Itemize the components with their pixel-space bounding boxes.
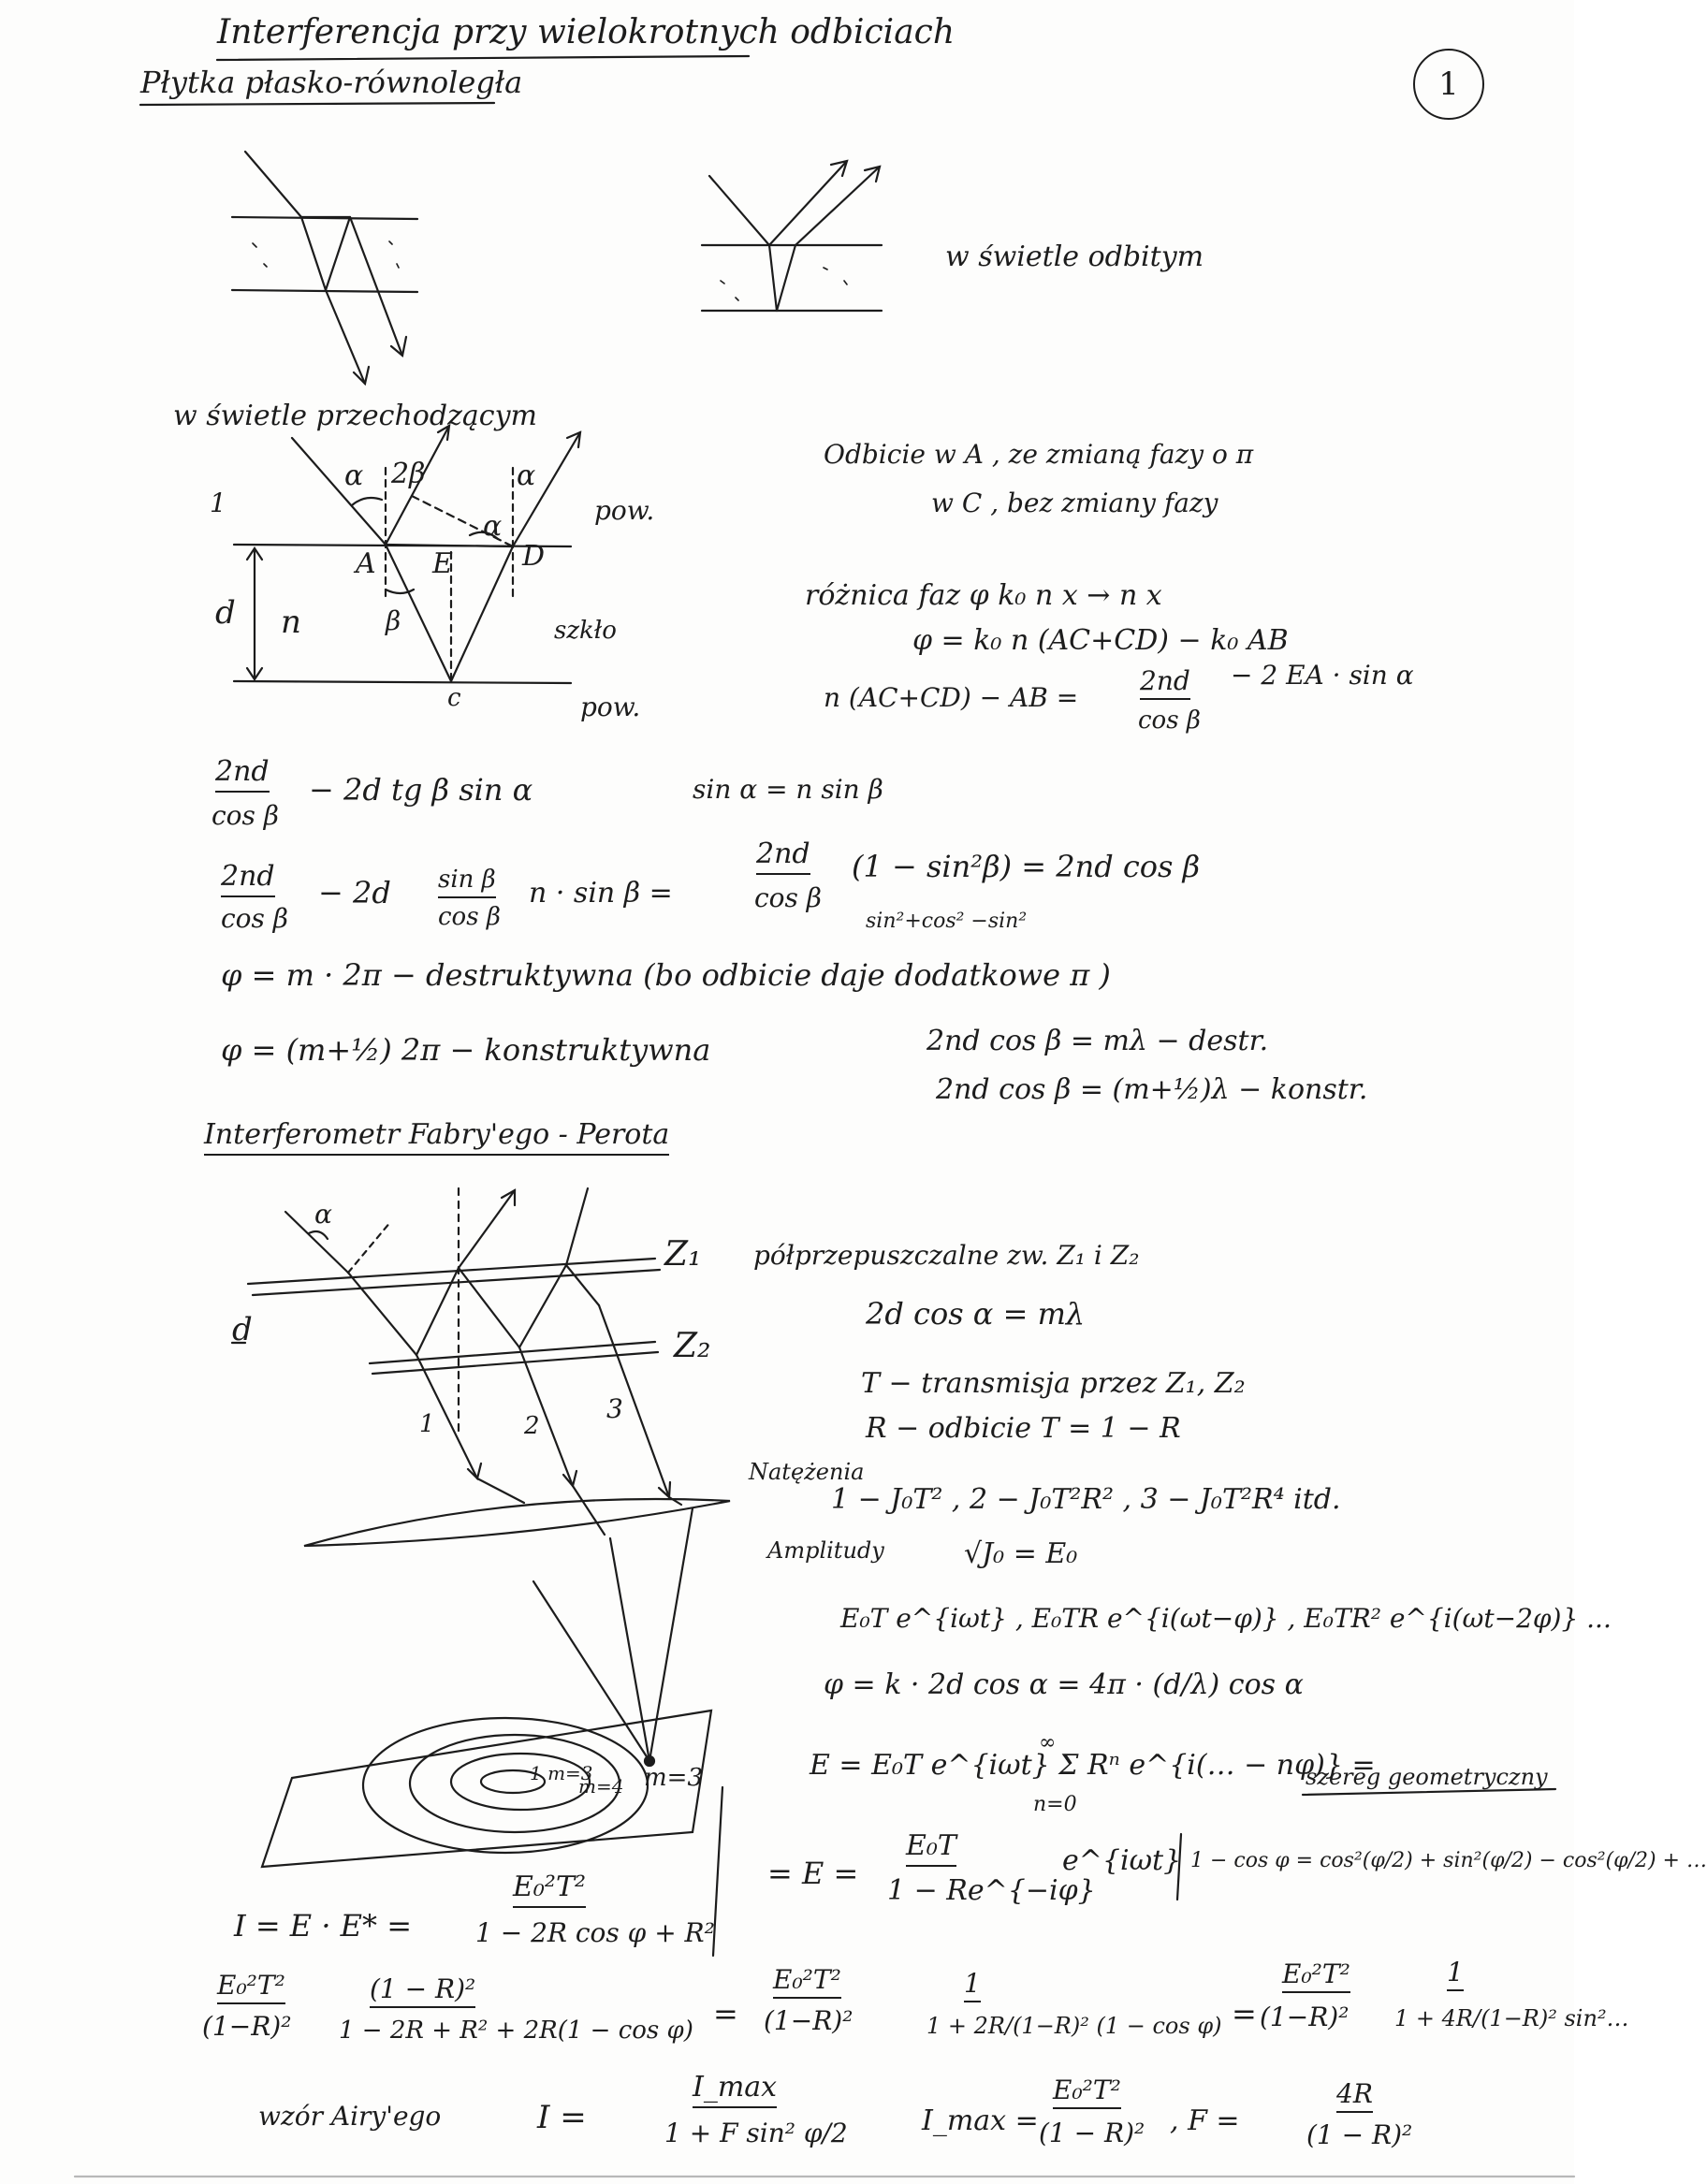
glass-label: szkło xyxy=(554,617,617,645)
alpha-label-2: α xyxy=(517,459,536,492)
reflection-c-note: w C , bez zmiany fazy xyxy=(931,488,1218,518)
path-equation-right: − 2 EA · sin α xyxy=(1231,660,1414,691)
destructive-path-condition: 2nd cos β = mλ − destr. xyxy=(926,1025,1269,1057)
ray-3-label: 3 xyxy=(606,1393,623,1424)
ring-label-m3-inner: 1 m=3 xyxy=(530,1762,593,1784)
surface-label-top: pow. xyxy=(594,495,655,526)
transmission-definition: T − transmisja przez Z₁, Z₂ xyxy=(861,1367,1246,1400)
row-prefix2-num: E₀²T² xyxy=(773,1965,841,1999)
row-equals-1: = xyxy=(713,1996,738,2031)
intensity-num: E₀²T² xyxy=(513,1871,586,1908)
intensities-values: 1 − J₀T² , 2 − J₀T²R² , 3 − J₀T²R⁴ itd. xyxy=(831,1483,1341,1516)
row-prefix2-den: (1−R)² xyxy=(764,2005,854,2036)
path-frac-den: cos β xyxy=(1138,706,1201,735)
eq2-mid: − 2d xyxy=(318,875,391,910)
page-subtitle: Płytka płasko-równoległa xyxy=(140,65,523,100)
page-number: 1 xyxy=(1438,66,1459,103)
path-frac-num: 2nd xyxy=(1140,666,1190,700)
ray-2-label: 2 xyxy=(524,1412,540,1440)
mirror-z2-label: Z₂ xyxy=(674,1327,711,1365)
reflection-definition: R − odbicie T = 1 − R xyxy=(866,1412,1181,1445)
row-frac3-num: 1 xyxy=(1447,1958,1464,1991)
finesse-lhs: , F = xyxy=(1170,2104,1240,2137)
plate-reflected-sketch xyxy=(702,161,882,311)
field-sum-equation: E = E₀T e^{iωt} Σ Rⁿ e^{i(… − nφ)} = xyxy=(810,1749,1376,1782)
finesse-den: (1 − R)² xyxy=(1306,2119,1413,2150)
index-n-label: n xyxy=(281,604,301,641)
mark-one-label: 1 xyxy=(210,488,226,518)
ring-label-m3-outer: m=3 xyxy=(644,1764,703,1792)
eq1-rest: − 2d tg β sin α xyxy=(309,772,533,808)
row-equals-2: = xyxy=(1232,1996,1257,2031)
point-e-label: E xyxy=(432,547,453,580)
geometric-series-note: szereg geometryczny xyxy=(1306,1764,1548,1790)
airy-num: I_max xyxy=(693,2072,777,2108)
eq2-frac2-num: sin β xyxy=(438,866,496,898)
ray-1-label: 1 xyxy=(419,1410,435,1438)
eq1-den: cos β xyxy=(212,800,279,831)
trig-identity-note: 1 − cos φ = cos²(φ/2) + sin²(φ/2) − cos²(φ/2) + … xyxy=(1190,1849,1707,1872)
intensities-label: Natężenia xyxy=(749,1459,865,1485)
fp-alpha-label: α xyxy=(314,1199,332,1230)
fp-maxima-condition: 2d cos α = mλ xyxy=(866,1296,1086,1332)
row-frac2-num: 1 xyxy=(964,1969,981,2002)
airy-formula-label: wzór Airy'ego xyxy=(258,2101,442,2132)
finesse-num: 4R xyxy=(1336,2079,1373,2113)
row-frac2-den: 1 + 2R/(1−R)² (1 − cos φ) xyxy=(926,2013,1222,2039)
fabry-perot-diagram xyxy=(232,1188,670,1497)
intensity-den: 1 − 2R cos φ + R² xyxy=(475,1917,715,1948)
amplitude-relation: √J₀ = E₀ xyxy=(964,1537,1078,1570)
row-prefix3-den: (1−R)² xyxy=(1260,2002,1350,2032)
row-frac-den: 1 − 2R + R² + 2R(1 − cos φ) xyxy=(339,2017,693,2045)
row-frac3-den: 1 + 4R/(1−R)² sin²… xyxy=(1394,2005,1629,2031)
ring-label-m4: m=4 xyxy=(578,1775,624,1798)
path-equation-left: n (AC+CD) − AB = xyxy=(824,682,1079,713)
transmitted-light-label: w świetle przechodzącym xyxy=(173,400,537,432)
row-frac-num: (1 − R)² xyxy=(370,1974,475,2008)
snell-law: sin α = n sin β xyxy=(693,774,883,805)
row-prefix-den: (1−R)² xyxy=(202,2011,292,2042)
eq2-num: 2nd xyxy=(221,861,275,897)
page-title: Interferencja przy wielokrotnych odbiciach xyxy=(217,13,956,51)
eq2-frac3-den: cos β xyxy=(754,882,822,913)
eq2-frac3-num: 2nd xyxy=(756,838,810,875)
reflected-light-label: w świetle odbitym xyxy=(945,240,1204,273)
page-number-circle xyxy=(1413,49,1484,120)
semi-transparent-mirrors-note: półprzepuszczalne zw. Z₁ i Z₂ xyxy=(753,1240,1140,1271)
eq2-frac2-den: cos β xyxy=(438,903,501,931)
amplitudes-values: E₀T e^{iωt} , E₀TR e^{i(ωt−φ)} , E₀TR² e^{i(ωt−2φ)} ... xyxy=(840,1603,1612,1634)
alpha-label-1: α xyxy=(344,459,364,492)
alpha-label-3: α xyxy=(483,510,503,543)
closed-form-lhs: = E = xyxy=(767,1856,859,1891)
eq2-note: sin²+cos² −sin² xyxy=(866,910,1028,933)
point-d-label: D xyxy=(522,540,546,573)
imax-den: (1 − R)² xyxy=(1039,2118,1145,2148)
row-prefix-num: E₀²T² xyxy=(217,1971,285,2004)
constructive-path-condition: 2nd cos β = (m+½)λ − konstr. xyxy=(936,1073,1368,1106)
point-a-label: A xyxy=(356,547,376,580)
closed-form-num: E₀T xyxy=(906,1830,956,1867)
thickness-d-label: d xyxy=(215,594,236,632)
two-beta-label: 2β xyxy=(391,458,426,490)
closed-form-den: 1 − Re^{−iφ} xyxy=(887,1874,1096,1907)
airy-den: 1 + F sin² φ/2 xyxy=(664,2118,848,2148)
amplitudes-label: Amplitudy xyxy=(767,1537,884,1564)
point-c-label: c xyxy=(447,684,461,712)
fp-gap-d-label: d xyxy=(232,1311,253,1348)
eq1-num: 2nd xyxy=(215,756,270,793)
sum-lower-limit: n=0 xyxy=(1033,1793,1077,1816)
imax-lhs: I_max = xyxy=(922,2104,1039,2137)
surface-label-bottom: pow. xyxy=(580,692,641,722)
phi-equation: φ = k₀ n (AC+CD) − k₀ AB xyxy=(912,624,1289,657)
row-prefix3-num: E₀²T² xyxy=(1282,1959,1350,1993)
subtitle-underline xyxy=(140,103,494,105)
lens-shape xyxy=(304,1499,730,1546)
phase-definition: φ = k · 2d cos α = 4π · (d/λ) cos α xyxy=(824,1668,1304,1701)
plate-transmitted-sketch xyxy=(232,152,417,384)
phase-difference-note: różnica faz φ k₀ n x → n x xyxy=(805,579,1162,612)
closed-form-tail: e^{iωt} xyxy=(1062,1844,1182,1877)
reflection-a-note: Odbicie w A , ze zmianą fazy o π xyxy=(824,439,1254,470)
eq2-rest: n · sin β = xyxy=(529,877,673,910)
mirror-z1-label: Z₁ xyxy=(664,1235,702,1274)
fabry-perot-title: Interferometr Fabry'ego - Perota xyxy=(204,1119,669,1156)
sum-upper-limit: ∞ xyxy=(1039,1731,1057,1754)
eq2-den: cos β xyxy=(221,903,288,934)
intensity-lhs: I = E · E* = xyxy=(234,1908,413,1944)
title-underline xyxy=(217,56,749,60)
imax-num: E₀²T² xyxy=(1053,2075,1121,2109)
airy-lhs: I = xyxy=(537,2099,587,2136)
beta-label: β xyxy=(386,605,401,636)
eq2-result: (1 − sin²β) = 2nd cos β xyxy=(852,849,1201,884)
constructive-condition: φ = (m+½) 2π − konstruktywna xyxy=(221,1032,711,1068)
destructive-condition: φ = m · 2π − destruktywna (bo odbicie daje dodatkowe π ) xyxy=(221,957,1111,993)
